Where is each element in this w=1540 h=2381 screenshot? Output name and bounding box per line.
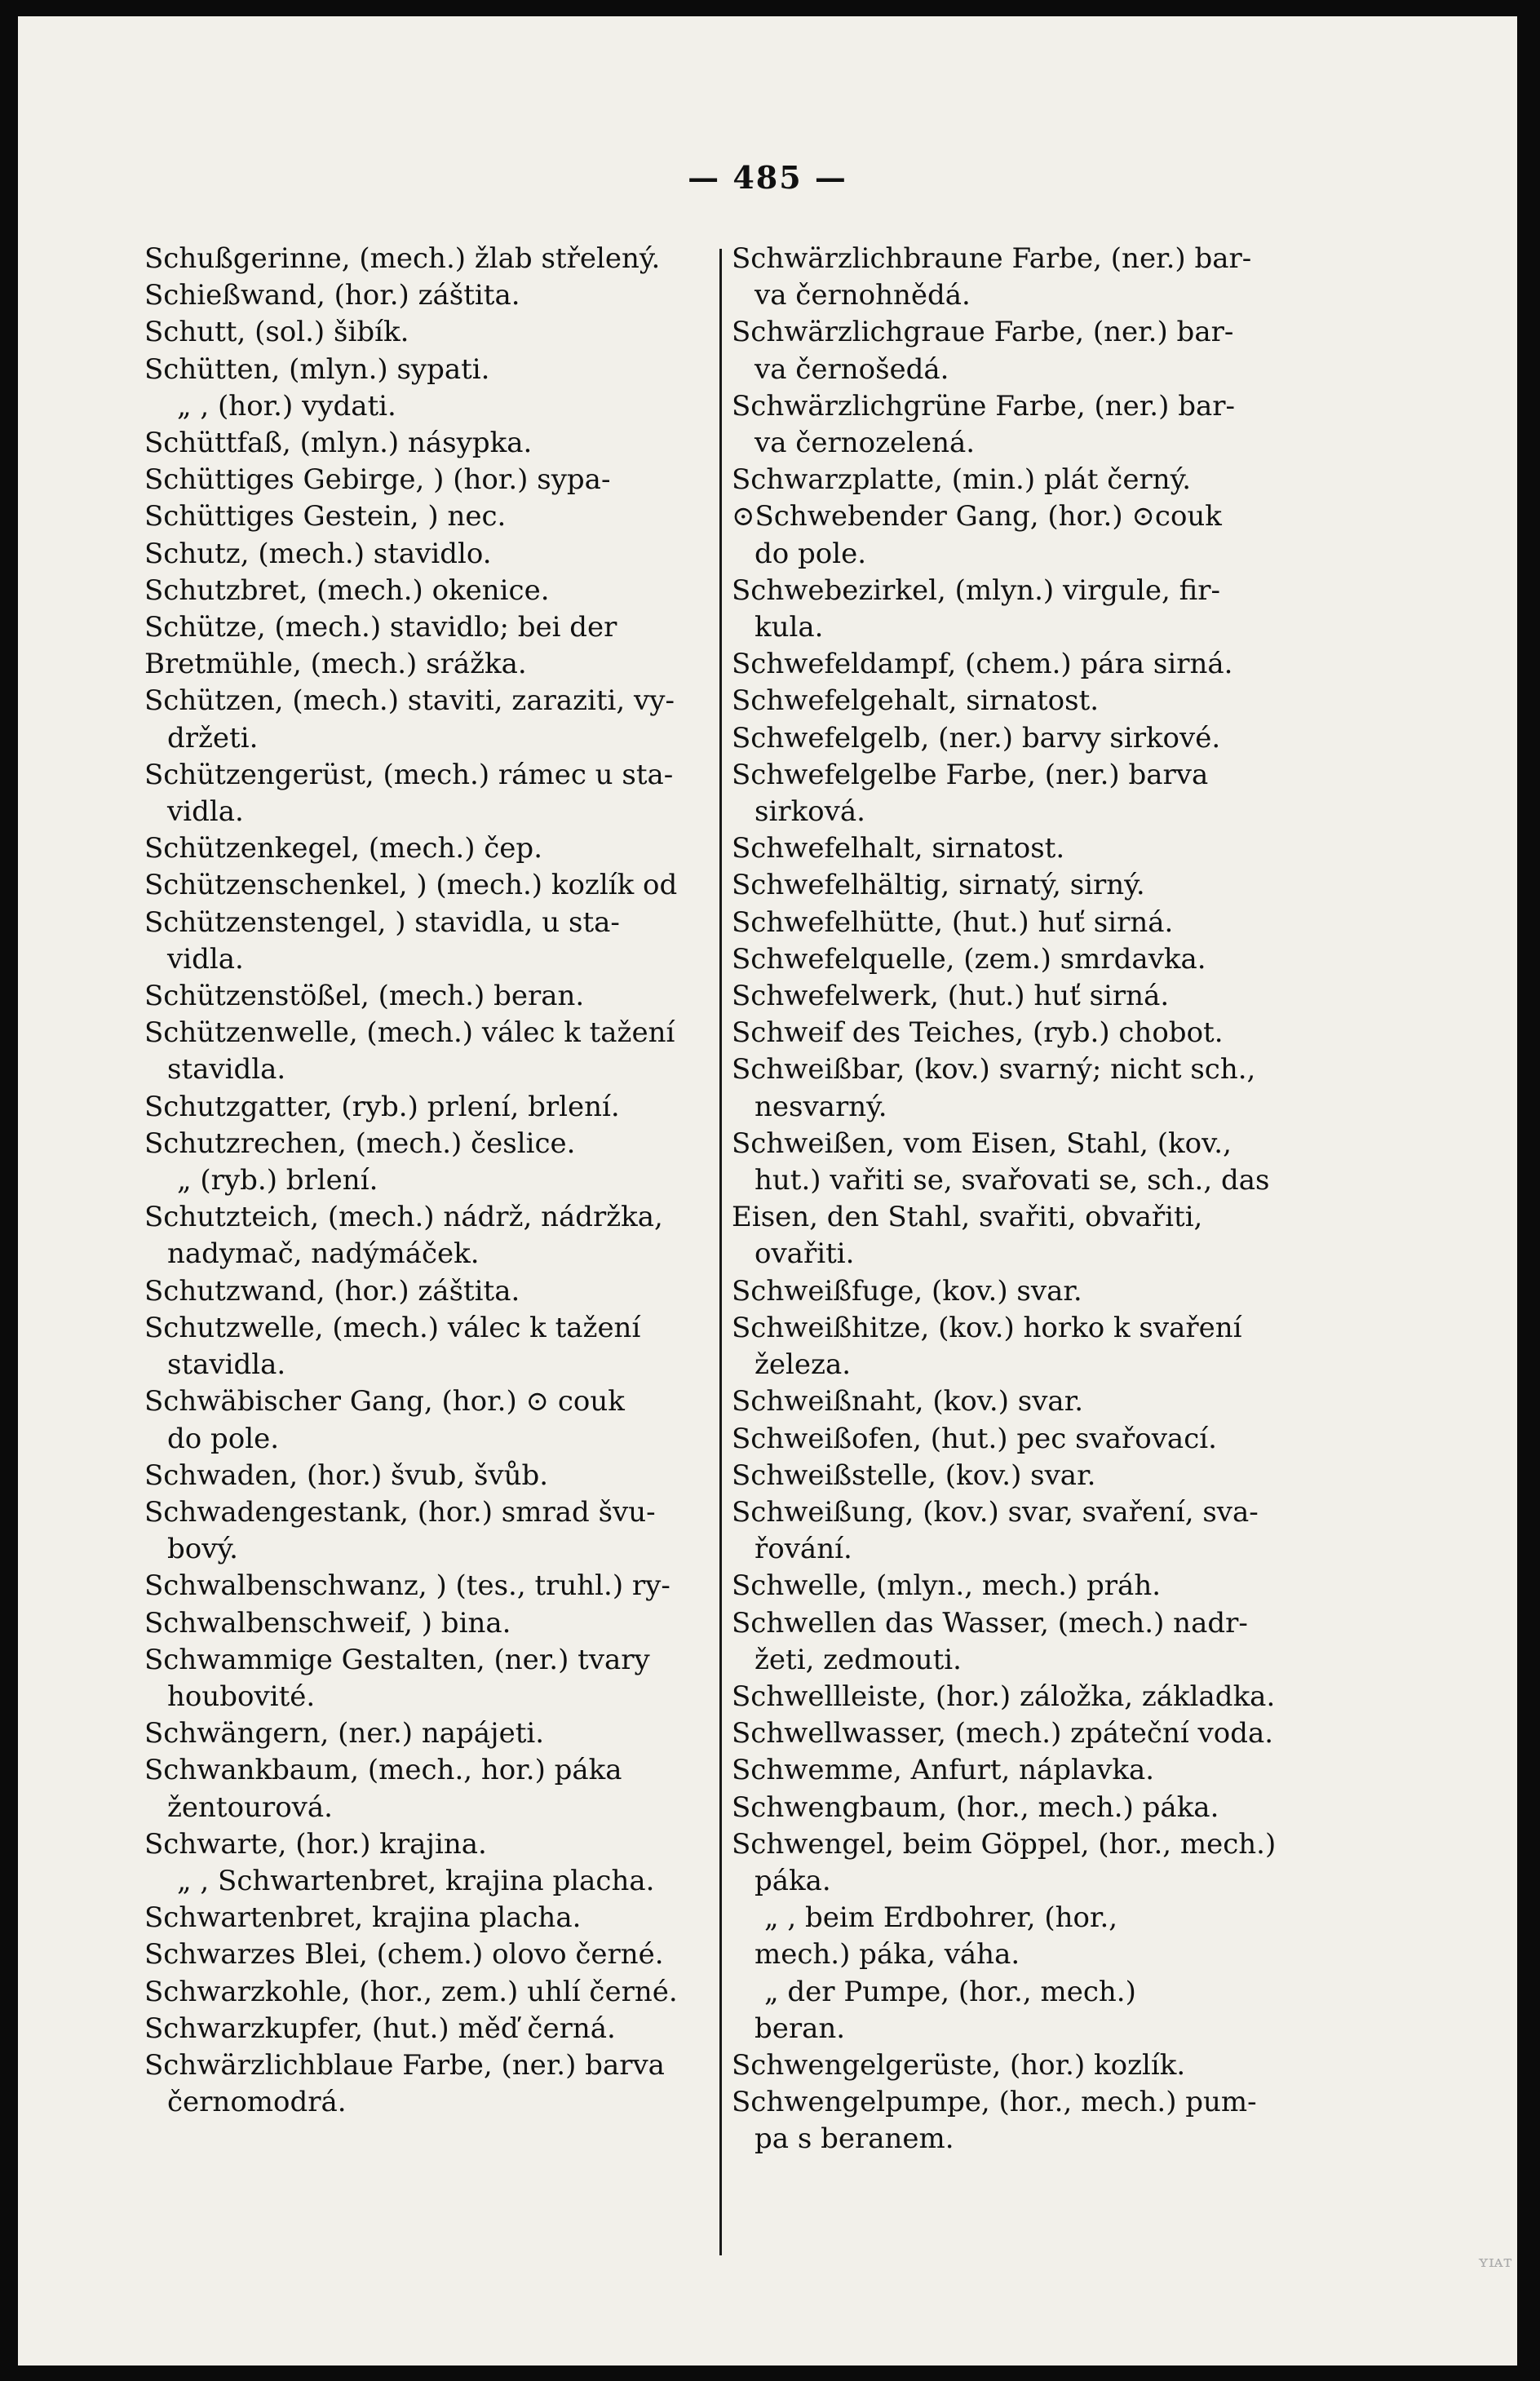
entry-line: Schweißstelle, (kov.) svar. [732, 1458, 1096, 1492]
entry-line: „ , beim Erdbohrer, (hor., [764, 1901, 1118, 1935]
entry-line: Schützen, (mech.) staviti, zaraziti, vy- [144, 684, 675, 718]
entry-line: va černozelená. [755, 427, 976, 460]
entry-line: Schutzwand, (hor.) záštita. [144, 1274, 520, 1308]
entry-line: Schwartenbret, krajina placha. [144, 1901, 582, 1935]
entry-line: Schweißhitze, (kov.) horko k svaření [732, 1311, 1242, 1344]
entry-line: Schwellwasser, (mech.) zpáteční voda. [732, 1717, 1274, 1750]
entry-line: Schwefelhältig, sirnatý, sirný. [732, 869, 1145, 902]
entry-line: Schwadengestank, (hor.) smrad švu- [144, 1495, 656, 1529]
entry-line: Schweißnaht, (kov.) svar. [732, 1385, 1084, 1418]
entry-line: Schützenwelle, (mech.) válec k tažení [144, 1016, 675, 1050]
entry-line: Schwefelhütte, (hut.) huť sirná. [732, 905, 1174, 939]
entry-line: Schwaden, (hor.) švub, švůb. [144, 1458, 549, 1492]
entry-line: Schutzteich, (mech.) nádrž, nádržka, [144, 1201, 663, 1234]
entry-line: Schwebezirkel, (mlyn.) virgule, fir- [732, 573, 1220, 607]
entry-line: Schüttiges Gebirge, ) (hor.) sypa- [144, 463, 611, 497]
entry-line: Schwengbaum, (hor., mech.) páka. [732, 1790, 1219, 1824]
entry-line: držeti. [167, 721, 259, 755]
entry-line: železa. [755, 1348, 852, 1382]
entry-line: vidla. [167, 942, 244, 976]
entry-line: Schwarzes Blei, (chem.) olovo černé. [144, 1938, 664, 1972]
entry-line: Schwefelquelle, (zem.) smrdavka. [732, 942, 1206, 976]
entry-line: do pole. [167, 1422, 280, 1455]
column-divider [719, 249, 722, 2255]
entry-line: Schüttiges Gestein, ) nec. [144, 500, 507, 533]
entry-line: sirková. [755, 795, 865, 829]
entry-line: žeti, zedmouti. [755, 1643, 962, 1676]
entry-line: Schwarzkohle, (hor., zem.) uhlí černé. [144, 1975, 678, 2008]
entry-line: řování. [755, 1533, 852, 1566]
entry-line: va černohnědá. [755, 279, 971, 312]
entry-line: nadymač, nadýmáček. [167, 1237, 480, 1271]
entry-line: mech.) páka, váha. [755, 1938, 1020, 1972]
entry-line: Schüttfaß, (mlyn.) násypka. [144, 427, 533, 460]
entry-line: Schütze, (mech.) stavidlo; bei der [144, 611, 617, 644]
entry-line: Schwärzlichgrüne Farbe, (ner.) bar- [732, 389, 1235, 423]
entry-line: „ , (hor.) vydati. [177, 389, 396, 423]
entry-line: stavidla. [167, 1348, 286, 1382]
entry-line: Schutzwelle, (mech.) válec k tažení [144, 1311, 641, 1344]
entry-line: Schwarte, (hor.) krajina. [144, 1827, 487, 1861]
entry-line: Schutt, (sol.) šibík. [144, 316, 409, 349]
entry-line: Schützenschenkel, ) (mech.) kozlík od [144, 869, 678, 902]
entry-line: Bretmühle, (mech.) srážka. [144, 648, 527, 681]
entry-line: ⊙Schwebender Gang, (hor.) ⊙couk [732, 500, 1222, 533]
entry-line: Schwemme, Anfurt, náplavka. [732, 1754, 1155, 1787]
entry-line: ovařiti. [755, 1237, 855, 1271]
entry-line: Schwängern, (ner.) napájeti. [144, 1717, 545, 1750]
page-number: — 485 — [688, 159, 847, 196]
entry-line: Schutz, (mech.) stavidlo. [144, 537, 492, 570]
entry-line: „ der Pumpe, (hor., mech.) [764, 1975, 1136, 2008]
entry-line: Schwärzlichblaue Farbe, (ner.) barva [144, 2048, 665, 2082]
entry-line: Schwefelgelbe Farbe, (ner.) barva [732, 758, 1209, 791]
entry-line: Schützenstößel, (mech.) beran. [144, 980, 585, 1013]
entry-line: Schwalbenschweif, ) bina. [144, 1606, 511, 1640]
entry-line: Schwengelgerüste, (hor.) kozlík. [732, 2048, 1186, 2082]
entry-line: Schußgerinne, (mech.) žlab střelený. [144, 242, 661, 275]
dictionary-page [18, 16, 1517, 2366]
entry-line: Schwärzlichgraue Farbe, (ner.) bar- [732, 316, 1234, 349]
entry-line: Schützenstengel, ) stavidla, u sta- [144, 905, 620, 939]
entry-line: Schweißfuge, (kov.) svar. [732, 1274, 1082, 1308]
entry-line: Eisen, den Stahl, svařiti, obvařiti, [732, 1201, 1203, 1234]
entry-line: Schwefelgehalt, sirnatost. [732, 684, 1100, 718]
entry-line: kula. [755, 611, 824, 644]
entry-line: Schutzrechen, (mech.) česlice. [144, 1126, 576, 1160]
entry-line: Schweißung, (kov.) svar, svaření, sva- [732, 1495, 1259, 1529]
footer-mark: ʏɪᴀᴛ [1478, 2251, 1512, 2271]
entry-line: Schwefelhalt, sirnatost. [732, 832, 1065, 865]
entry-line: Schwengelpumpe, (hor., mech.) pum- [732, 2086, 1257, 2119]
entry-line: Schützenkegel, (mech.) čep. [144, 832, 543, 865]
entry-line: Schutzgatter, (ryb.) prlení, brlení. [144, 1090, 620, 1123]
entry-line: vidla. [167, 795, 244, 829]
entry-line: houbovité. [167, 1680, 316, 1713]
entry-line: Schießwand, (hor.) záštita. [144, 279, 520, 312]
entry-line: Schwengel, beim Göppel, (hor., mech.) [732, 1827, 1277, 1861]
entry-line: Schwammige Gestalten, (ner.) tvary [144, 1643, 650, 1676]
entry-line: Schweißen, vom Eisen, Stahl, (kov., [732, 1126, 1232, 1160]
entry-line: nesvarný. [755, 1090, 887, 1123]
entry-line: Schützengerüst, (mech.) rámec u sta- [144, 758, 674, 791]
entry-line: hut.) vařiti se, svařovati se, sch., das [755, 1164, 1270, 1197]
entry-line: Schwefelwerk, (hut.) huť sirná. [732, 980, 1170, 1013]
entry-line: Schwäbischer Gang, (hor.) ⊙ couk [144, 1385, 625, 1418]
entry-line: páka. [755, 1864, 831, 1897]
entry-line: Schwarzplatte, (min.) plát černý. [732, 463, 1192, 497]
entry-line: Schweißbar, (kov.) svarný; nicht sch., [732, 1053, 1256, 1086]
entry-line: „ , Schwartenbret, krajina placha. [177, 1864, 655, 1897]
entry-line: bový. [167, 1533, 238, 1566]
entry-line: Schwefelgelb, (ner.) barvy sirkové. [732, 721, 1221, 755]
entry-line: do pole. [755, 537, 867, 570]
entry-line: žentourová. [167, 1790, 333, 1824]
entry-line: Schütten, (mlyn.) sypati. [144, 352, 490, 386]
entry-line: Schwellleiste, (hor.) záložka, základka. [732, 1680, 1276, 1713]
entry-line: Schutzbret, (mech.) okenice. [144, 573, 550, 607]
entry-line: Schwärzlichbraune Farbe, (ner.) bar- [732, 242, 1252, 275]
entry-line: pa s beranem. [755, 2122, 954, 2156]
left-column [144, 241, 715, 2121]
entry-line: Schweißofen, (hut.) pec svařovací. [732, 1422, 1217, 1455]
entry-line: Schwalbenschwanz, ) (tes., truhl.) ry- [144, 1569, 670, 1603]
right-column [732, 241, 1303, 2158]
entry-line: stavidla. [167, 1053, 286, 1086]
entry-line: Schwellen das Wasser, (mech.) nadr- [732, 1606, 1248, 1640]
entry-line: Schwelle, (mlyn., mech.) práh. [732, 1569, 1162, 1603]
entry-line: „ (ryb.) brlení. [177, 1164, 378, 1197]
entry-line: va černošedá. [755, 352, 949, 386]
entry-line: Schwefeldampf, (chem.) pára sirná. [732, 648, 1233, 681]
entry-line: beran. [755, 2011, 846, 2045]
entry-line: černomodrá. [167, 2086, 347, 2119]
entry-line: Schweif des Teiches, (ryb.) chobot. [732, 1016, 1224, 1050]
entry-line: Schwankbaum, (mech., hor.) páka [144, 1754, 622, 1787]
entry-line: Schwarzkupfer, (hut.) měď černá. [144, 2011, 616, 2045]
